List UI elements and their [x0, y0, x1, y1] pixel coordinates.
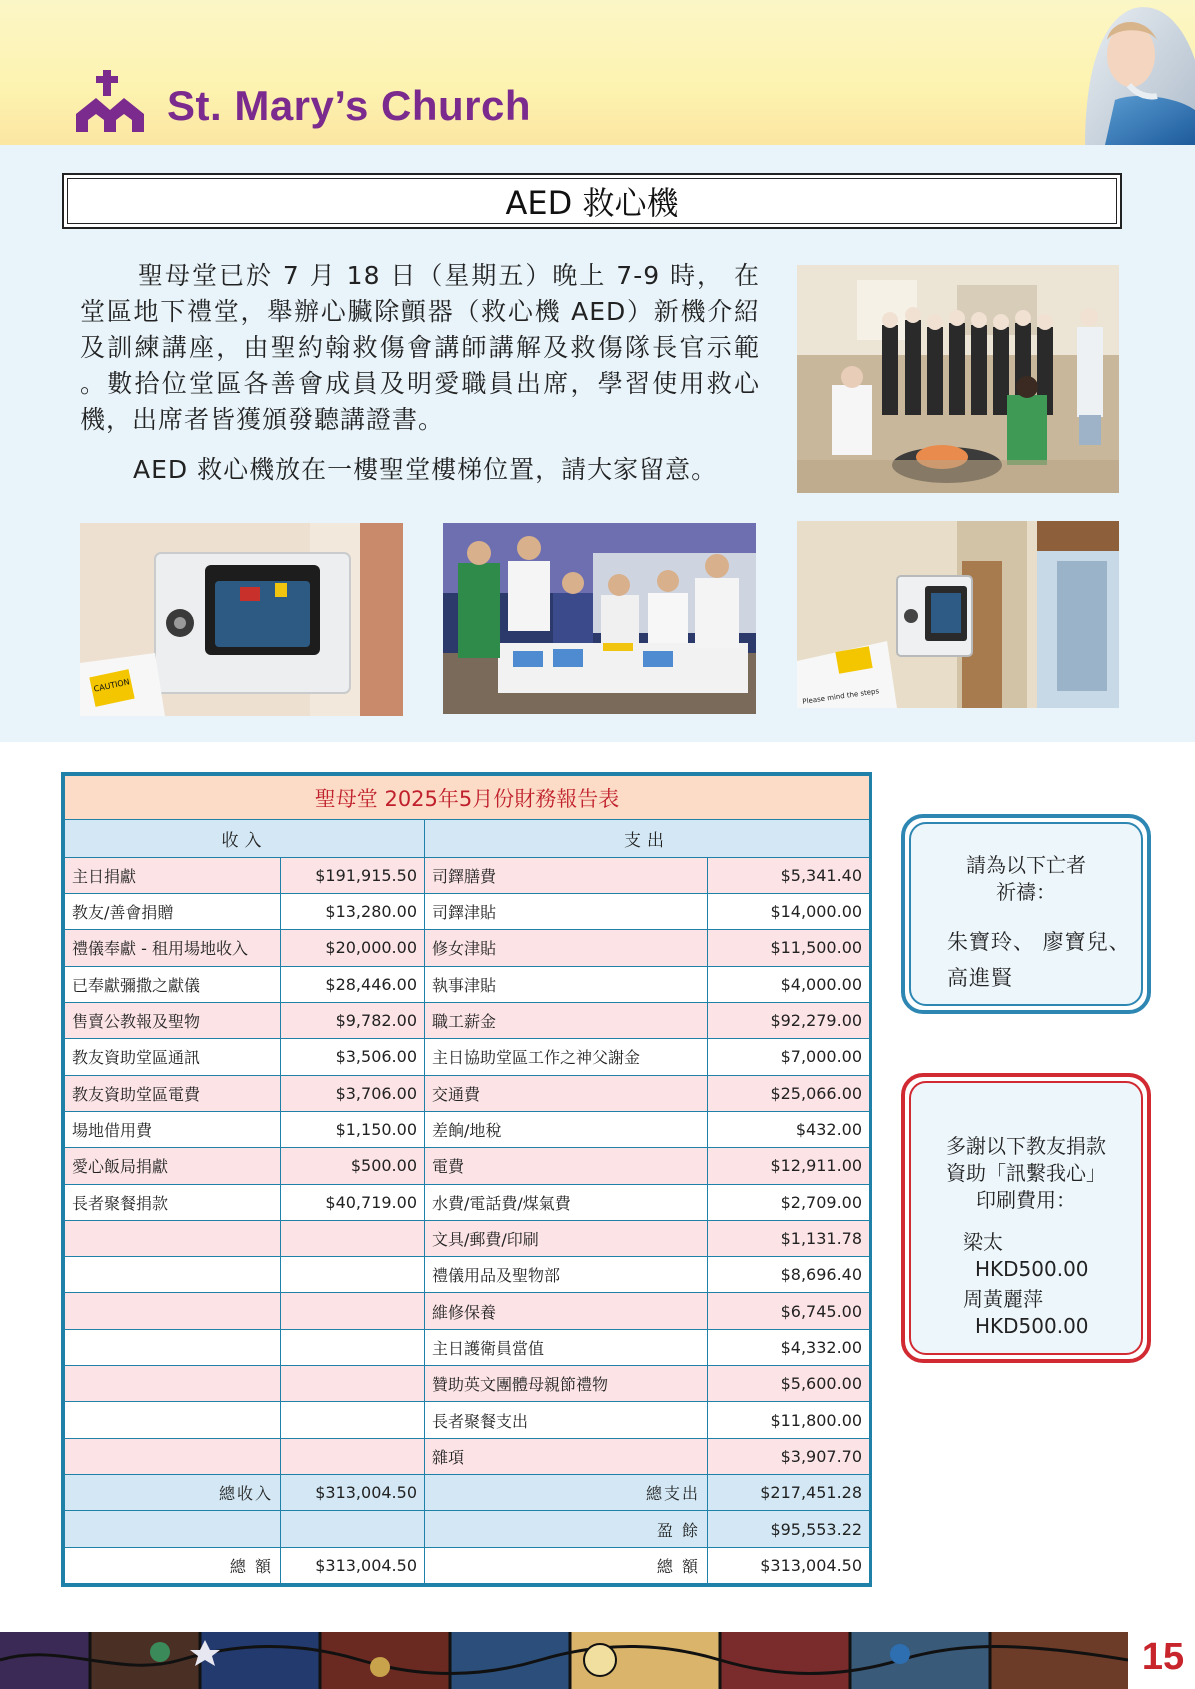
expense-value-cell: $12,911.00: [708, 1148, 870, 1184]
donor-name: 梁太: [963, 1230, 1003, 1254]
income-value-cell: $28,446.00: [281, 966, 425, 1002]
income-value-cell: $1,150.00: [281, 1111, 425, 1147]
income-value-cell: [281, 1402, 425, 1438]
expense-value-cell: $5,600.00: [708, 1366, 870, 1402]
page-number: 15: [1141, 1636, 1185, 1678]
total-income-label: 總收入: [65, 1475, 281, 1511]
expense-value-cell: $6,745.00: [708, 1293, 870, 1329]
expense-label-cell: 長者聚餐支出: [425, 1402, 708, 1438]
mind-steps-text: Please mind the steps: [801, 687, 880, 706]
income-value-cell: $500.00: [281, 1148, 425, 1184]
table-row: [65, 1220, 870, 1256]
expense-value-cell: $4,000.00: [708, 966, 870, 1002]
surplus-value: $95,553.22: [708, 1511, 870, 1547]
table-row: [65, 1293, 870, 1329]
aed-title: AED 救心機: [505, 184, 679, 222]
prayer-heading: 請為以下亡者 祈禱：: [966, 853, 1086, 904]
grand-income-label: 總 額: [65, 1547, 281, 1583]
table-row: [65, 1148, 870, 1184]
finance-title: 聖母堂 2025年5月份財務報告表: [65, 776, 870, 820]
income-value-cell: [281, 1366, 425, 1402]
table-row: [65, 1366, 870, 1402]
table-row: [65, 894, 870, 930]
donation-thanks-box: [901, 1073, 1151, 1363]
income-label-cell: 教友資助堂區通訊: [65, 1039, 281, 1075]
aed-paragraph-text: 聖母堂已於 7 月 18 日（星期五）晚上 7-9 時， 在堂區地下禮堂，舉辦心臟除顫器（救心機 AED）新機介紹及訓練講座，由聖約翰救傷會講師講解及救傷隊長官示範 。數拾位堂區各善會成員及明愛職員出席，學習使用救心機，出席者皆獲頒發聽講證書。: [80, 261, 760, 434]
income-label-cell: 場地借用費: [65, 1111, 281, 1147]
table-row: [65, 1438, 870, 1474]
finance-report-table: [61, 772, 872, 1587]
income-value-cell: [281, 1220, 425, 1256]
grand-income-value: $313,004.50: [281, 1547, 425, 1583]
expense-value-cell: $92,279.00: [708, 1002, 870, 1038]
income-header: 收入: [65, 820, 425, 857]
table-row: [65, 1111, 870, 1147]
expense-value-cell: $7,000.00: [708, 1039, 870, 1075]
expense-value-cell: $432.00: [708, 1111, 870, 1147]
income-value-cell: $3,706.00: [281, 1075, 425, 1111]
income-label-cell: 售賣公教報及聖物: [65, 1002, 281, 1038]
table-row: [65, 1402, 870, 1438]
income-label-cell: [65, 1438, 281, 1474]
page-header: [0, 0, 1195, 145]
surplus-label: 盈 餘: [425, 1511, 708, 1547]
expense-value-cell: $11,500.00: [708, 930, 870, 966]
income-value-cell: $20,000.00: [281, 930, 425, 966]
finance-title-row: [65, 776, 870, 820]
table-row: [65, 1329, 870, 1365]
expense-value-cell: $11,800.00: [708, 1402, 870, 1438]
expense-label-cell: 交通費: [425, 1075, 708, 1111]
income-label-cell: 教友資助堂區電費: [65, 1075, 281, 1111]
income-label-cell: [65, 1402, 281, 1438]
table-row: [65, 1039, 870, 1075]
income-value-cell: [281, 1293, 425, 1329]
table-row: [65, 1184, 870, 1220]
prayer-names: 朱寶玲、 廖寶兒、 高進賢: [947, 930, 1131, 990]
wall-mounted-aed-photo: [797, 521, 1119, 708]
total-income-value: $313,004.50: [281, 1475, 425, 1511]
donor-name: 周黃麗萍: [963, 1287, 1043, 1311]
expense-label-cell: 維修保養: [425, 1293, 708, 1329]
expense-label-cell: 電費: [425, 1148, 708, 1184]
caution-sign-text: CAUTION: [92, 677, 131, 694]
grand-expense-value: $313,004.50: [708, 1547, 870, 1583]
prayer-box: [901, 814, 1151, 1014]
income-label-cell: 已奉獻彌撒之獻儀: [65, 966, 281, 1002]
income-label-cell: 教友/善會捐贈: [65, 894, 281, 930]
expense-label-cell: 主日協助堂區工作之神父謝金: [425, 1039, 708, 1075]
donor-amount: HKD500.00: [975, 1257, 1089, 1281]
expense-label-cell: 司鐸津貼: [425, 894, 708, 930]
income-label-cell: 長者聚餐捐款: [65, 1184, 281, 1220]
expense-label-cell: 主日護衛員當值: [425, 1329, 708, 1365]
expense-label-cell: 司鐸膳費: [425, 857, 708, 893]
aed-cabinet-closeup-photo: [80, 523, 403, 716]
income-value-cell: $9,782.00: [281, 1002, 425, 1038]
income-value-cell: $13,280.00: [281, 894, 425, 930]
church-logo-icon: [74, 70, 146, 134]
table-row: [65, 1002, 870, 1038]
income-value-cell: [281, 1257, 425, 1293]
expense-value-cell: $5,341.40: [708, 857, 870, 893]
mary-statue-image: [1045, 0, 1195, 145]
thanks-heading: 多謝以下教友捐款 資助「訊繫我心」 印刷費用：: [946, 1134, 1106, 1212]
group-photo: [443, 523, 756, 714]
training-session-photo: [797, 265, 1119, 493]
expense-value-cell: $8,696.40: [708, 1257, 870, 1293]
finance-rows: [65, 857, 870, 1474]
income-value-cell: $3,506.00: [281, 1039, 425, 1075]
table-row: [65, 966, 870, 1002]
income-label-cell: 主日捐獻: [65, 857, 281, 893]
expense-label-cell: 禮儀用品及聖物部: [425, 1257, 708, 1293]
table-row: [65, 930, 870, 966]
income-label-cell: 愛心飯局捐獻: [65, 1148, 281, 1184]
donor-amount: HKD500.00: [975, 1314, 1089, 1338]
income-value-cell: $191,915.50: [281, 857, 425, 893]
table-row: [65, 1257, 870, 1293]
expense-value-cell: $1,131.78: [708, 1220, 870, 1256]
aed-description: [80, 258, 760, 438]
income-label-cell: 禮儀奉獻 - 租用場地收入: [65, 930, 281, 966]
expense-label-cell: 文具/郵費/印刷: [425, 1220, 708, 1256]
donor-entry: [963, 1286, 1089, 1340]
expense-value-cell: $14,000.00: [708, 894, 870, 930]
income-value-cell: [281, 1438, 425, 1474]
expense-label-cell: 水費/電話費/煤氣費: [425, 1184, 708, 1220]
expense-label-cell: 差餉/地稅: [425, 1111, 708, 1147]
expense-value-cell: $25,066.00: [708, 1075, 870, 1111]
total-row: [65, 1475, 870, 1511]
stained-glass-footer: [0, 1632, 1128, 1689]
church-name: St. Mary’s Church: [167, 82, 532, 129]
expense-label-cell: 修女津貼: [425, 930, 708, 966]
expense-value-cell: $4,332.00: [708, 1329, 870, 1365]
grand-expense-label: 總 額: [425, 1547, 708, 1583]
finance-header-row: [65, 820, 870, 857]
income-value-cell: $40,719.00: [281, 1184, 425, 1220]
total-expense-value: $217,451.28: [708, 1475, 870, 1511]
table-row: [65, 857, 870, 893]
expense-label-cell: 雜項: [425, 1438, 708, 1474]
expense-value-cell: $2,709.00: [708, 1184, 870, 1220]
expense-value-cell: $3,907.70: [708, 1438, 870, 1474]
income-label-cell: [65, 1366, 281, 1402]
aed-title-box: [62, 173, 1122, 229]
income-label-cell: [65, 1293, 281, 1329]
income-label-cell: [65, 1220, 281, 1256]
total-expense-label: 總支出: [425, 1475, 708, 1511]
income-label-cell: [65, 1257, 281, 1293]
expense-label-cell: 職工薪金: [425, 1002, 708, 1038]
aed-location-note: AED 救心機放在一樓聖堂樓梯位置，請大家留意。: [133, 455, 718, 484]
income-value-cell: [281, 1329, 425, 1365]
table-row: [65, 1075, 870, 1111]
grand-total-row: [65, 1547, 870, 1583]
income-label-cell: [65, 1329, 281, 1365]
expense-label-cell: 執事津貼: [425, 966, 708, 1002]
expense-header: 支出: [425, 820, 870, 857]
surplus-row: [65, 1511, 870, 1547]
expense-label-cell: 贊助英文團體母親節禮物: [425, 1366, 708, 1402]
donor-entry: [963, 1229, 1089, 1283]
